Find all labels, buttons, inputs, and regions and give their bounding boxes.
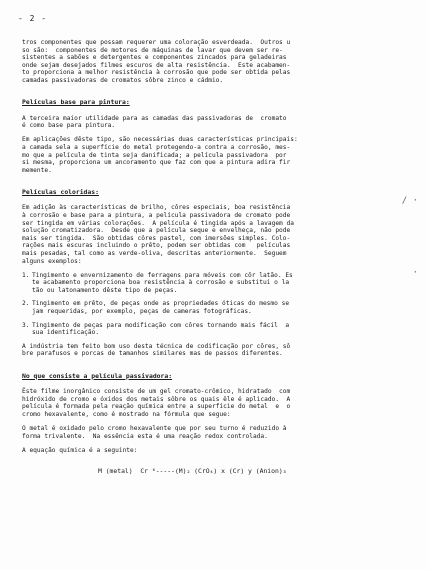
list-item-text: Tingimento em prêto, de peças onde as propriedades óticas do mesmo se jam requeridas, por exemplo, peças de cameras fotográficas. [32,300,290,316]
list-item [22,300,420,315]
section-heading: Películas coloridas: [22,187,99,196]
paragraph: O metal é oxidado pelo cromo hexavalente que por seu turno é reduzido à forma trivalente. Na essência esta é uma reação redox controlada. [22,424,287,440]
example-list [22,272,420,337]
paragraph: tros componentes que possam requerer uma coloração esverdeada. Outros u so são: componentes de motores de máquinas de lavar que devem ser re- sistentes a sabões e detergentes e componentes zincados para geladeiras onde sejam desejados filmes escuros de alta resistência. Este acabamen- to proporciona a melhor resistência à corrosão que pode ser obtida pelas camadas passivadoras de cromatos sôbre zinco e cádmio. [22,39,291,84]
paragraph: A indústria tem feito bom uso desta técnica de codificação por côres, sô bre parafusos e porcas de tamanhos similares mas de passos diferentes. [22,342,291,358]
section-heading: No que consiste a película passivadora: [22,371,173,380]
paragraph: A terceira maior utilidade para as camadas das passivadoras de cromato é como base para pintura. [22,114,287,130]
section-heading: Películas base para pintura: [22,98,130,107]
margin-mark: · [412,268,418,278]
list-item-number: 2. [22,300,30,308]
paragraph: A equação química é a seguinte: [22,446,138,454]
list-item-number: 3. [22,321,30,329]
paragraph: Em aplicações dêste tipo, são necessárias duas características principais: a camada sela a superfície do metal protegendo-a contra a corrosão, mes- mo que a película de tinta seja danificada; a película passivadora por si mesma, proporciona um ancoramento que faz com que a pintura adira fir memente. [22,136,298,174]
chemical-equation: M (metal) Cr ⁶-----(M)₂ (CrO₄) x (Cr) y (Anion)₃ [98,467,287,476]
margin-mark: / · [401,196,418,206]
paragraph: Êste filme inorgânico consiste de um gel cromato-crômico, hidratado com hidróxido de cromo e óxidos dos metais sôbre os quais êle é aplicado. A película é formada pela reação química entre a superfície do metal e o cromo hexavalente, como é mostrado na fórmula que segue: [22,388,291,418]
list-item-text: Tingimento de peças para modificação com côres tornando mais fácil a sua identificação. [32,321,290,337]
list-item [22,322,420,337]
list-item-number: 1. [22,271,30,279]
list-item [22,272,420,295]
page-number: - 2 - [18,14,48,23]
paragraph: Em adição às características de brilho, côres especiais, boa resistência à corrosão e base para a pintura, a película passivadora de cromato pode ser tingida em várias colorações. A película é tingida após a lavagem da solução cromatizadora. Desde que a película seque e envelheça, não pode mais ser tingida. São obtidas côres pastel, com imersões simples. Colo- rações mais escuras incluindo o prêto, podem ser obtidas com películas mais pesadas, tal como as verde-oliva, descritas anteriormente. Seguem alguns exemplos: [22,204,294,265]
list-item-text: Tingimento e envernizamento de ferragens para móveis com côr latão. Es te acabamento proporciona boa resistência à corrosão e substitui o la tão ou latonamento dêste tipo de peças. [32,271,293,294]
document-body [22,39,420,476]
